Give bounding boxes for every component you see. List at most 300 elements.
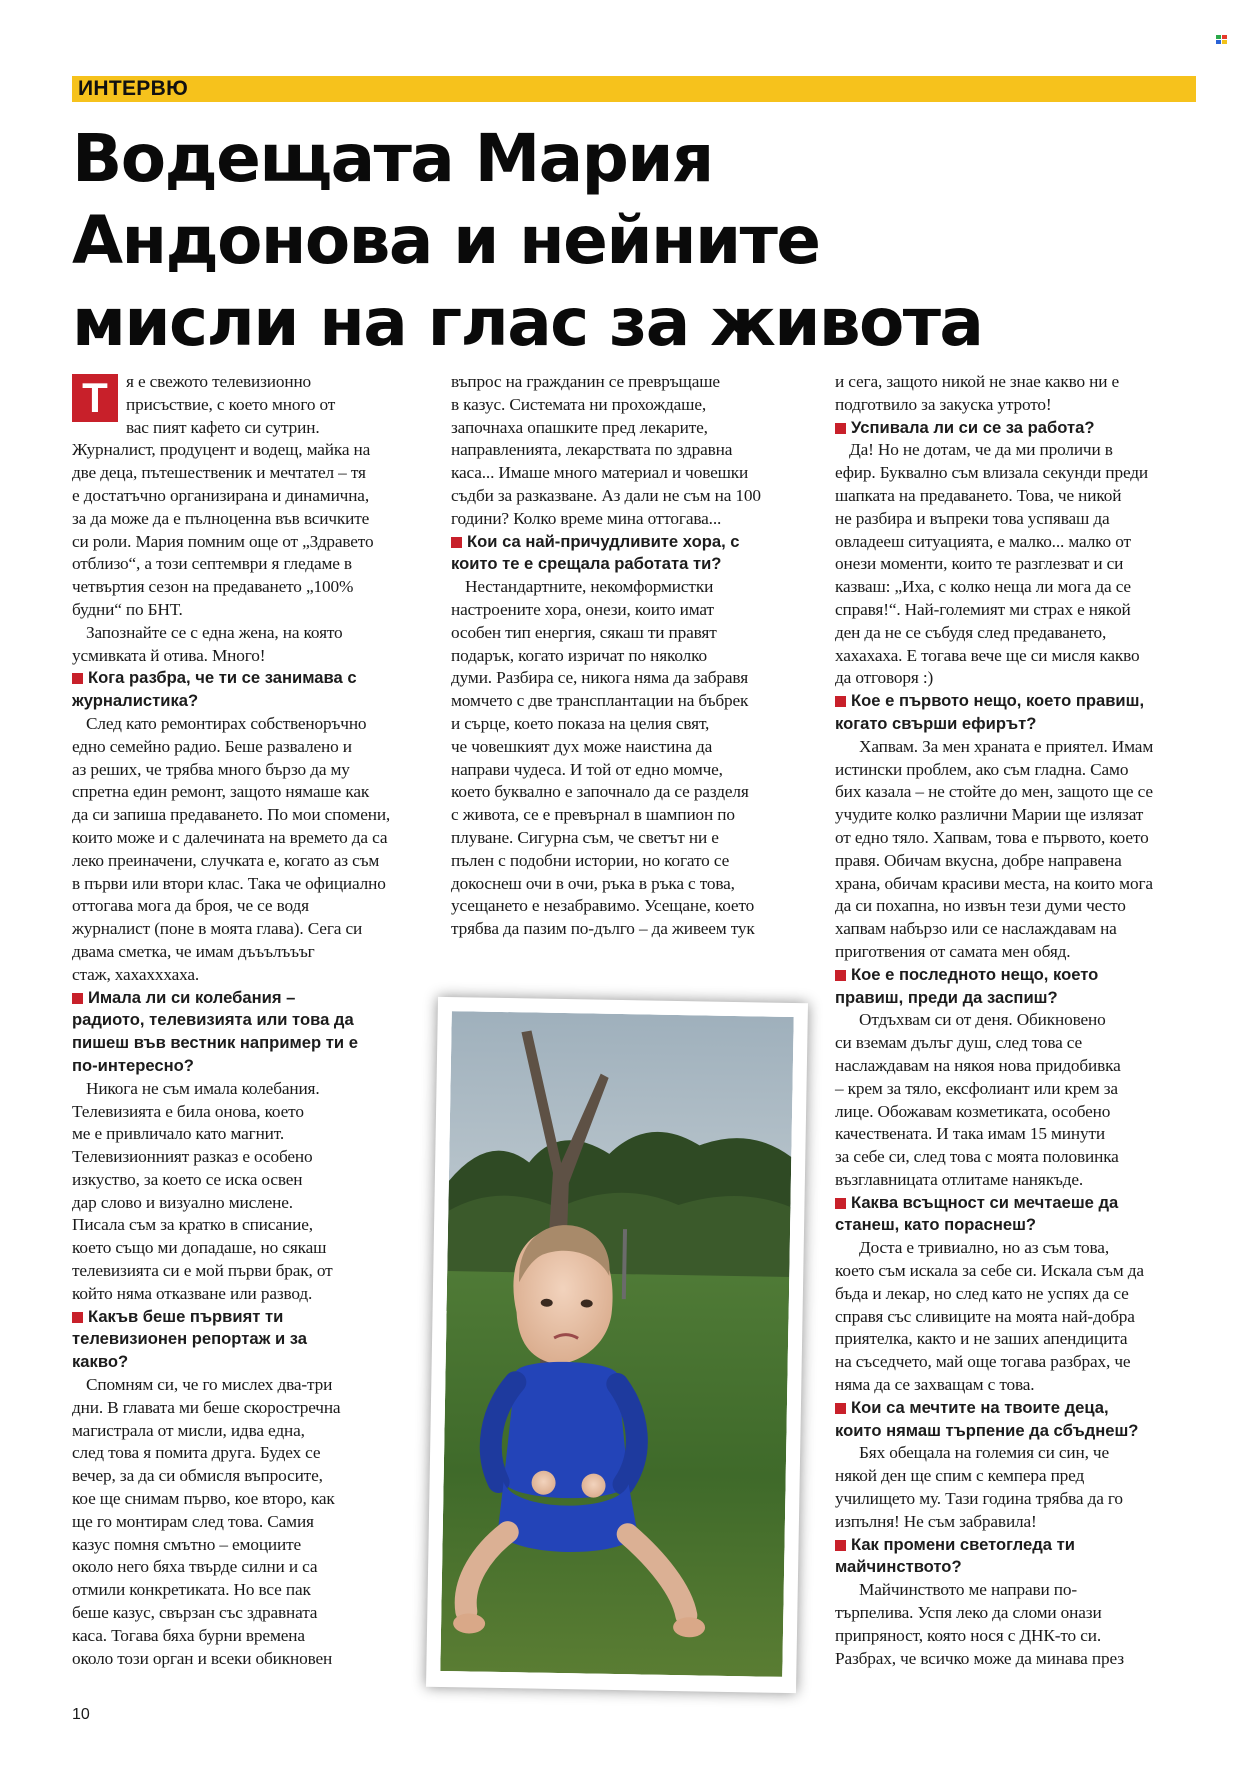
- body-line: [451, 781, 771, 804]
- body-line: [835, 576, 1155, 599]
- body-line: [835, 1625, 1155, 1648]
- question-line: [72, 987, 392, 1010]
- body-line: [72, 873, 392, 896]
- body-line: [72, 417, 392, 440]
- body-line: [72, 1397, 392, 1420]
- line-text: Имала ли си колебания –: [88, 987, 296, 1007]
- line-text: с живота, се е превърнал в шампион по: [451, 805, 735, 825]
- body-line: [451, 850, 771, 873]
- question-line: [835, 1420, 1155, 1443]
- line-text: Кое е последното нещо, което: [851, 964, 1099, 984]
- line-text: когато свърши ефирът?: [835, 713, 1037, 733]
- line-text: ще го монтирам след това. Самия: [72, 1511, 314, 1531]
- line-text: телевизионен репортаж и за: [72, 1329, 308, 1349]
- body-line: [72, 576, 392, 599]
- body-line: [835, 1442, 1155, 1465]
- text-column-3: [835, 371, 1155, 1670]
- line-text: хахахаха. Е тогава вече ще си мисля какво: [835, 645, 1140, 665]
- line-text: вечер, за да си обмисля въпросите,: [72, 1466, 323, 1486]
- line-text: няма да се захващам с това.: [835, 1375, 1035, 1395]
- line-text: двама сметка, че имам дъъълъъъг: [72, 941, 315, 961]
- body-line: [451, 576, 771, 599]
- line-text: лице. Обожавам козметиката, особено: [835, 1101, 1111, 1121]
- body-line: [835, 873, 1155, 896]
- question-marker-icon: [835, 423, 846, 434]
- line-text: подготвило за закуска утрото!: [835, 394, 1052, 414]
- body-line: [835, 1351, 1155, 1374]
- line-text: в казус. Системата ни прохождаше,: [451, 394, 707, 414]
- line-text: които може и с далечината на времето да са: [72, 827, 388, 847]
- line-text: Разбрах, че всичко може да минава през: [835, 1648, 1124, 1668]
- line-text: особен тип енергия, сякаш ти правят: [451, 622, 717, 642]
- body-line: [72, 371, 392, 394]
- line-text: телевизията си е мой първи брак, от: [72, 1261, 333, 1281]
- body-line: [835, 599, 1155, 622]
- body-line: [835, 850, 1155, 873]
- body-line: [451, 827, 771, 850]
- question-line: [835, 987, 1155, 1010]
- body-line: [835, 1488, 1155, 1511]
- question-marker-icon: [835, 970, 846, 981]
- line-text: приготвения от самата мен обяд.: [835, 941, 1071, 961]
- line-text: приятелка, както и не заших апендицита: [835, 1329, 1128, 1349]
- line-text: каса. Тогава бяха бурни времена: [72, 1625, 305, 1645]
- line-text: Запознайте се с една жена, на която: [86, 622, 343, 642]
- question-marker-icon: [72, 1312, 83, 1323]
- line-text: Писала съм за кратко в списание,: [72, 1215, 313, 1235]
- line-text: си вземам дълъг душ, след това се: [835, 1033, 1083, 1053]
- body-line: [451, 804, 771, 827]
- line-text: След като ремонтирах собственоръчно: [86, 713, 367, 733]
- child-photo: [440, 1011, 793, 1677]
- question-line: [835, 1397, 1155, 1420]
- line-text: станеш, като пораснеш?: [835, 1215, 1037, 1235]
- line-text: Никога не съм имала колебания.: [86, 1078, 320, 1098]
- body-line: [72, 645, 392, 668]
- question-line: [72, 690, 392, 713]
- headline-line: Андонова и нейните: [72, 202, 820, 279]
- line-text: будни“ по БНТ.: [72, 599, 183, 619]
- body-line: [835, 371, 1155, 394]
- line-text: които нямаш търпение да сбъднеш?: [835, 1420, 1139, 1440]
- body-line: [72, 1169, 392, 1192]
- line-text: направи чудеса. И той от едно момче,: [451, 759, 723, 779]
- question-line: [72, 1032, 392, 1055]
- body-line: [72, 713, 392, 736]
- line-text: направленията, лекарствата по здравна: [451, 440, 733, 460]
- body-line: [72, 759, 392, 782]
- question-marker-icon: [451, 537, 462, 548]
- body-line: [835, 1169, 1155, 1192]
- body-line: [451, 394, 771, 417]
- question-line: [835, 690, 1155, 713]
- line-text: четвъртия сезон на предаването „100%: [72, 577, 354, 597]
- question-line: [451, 553, 771, 576]
- line-text: от едно тяло. Хапвам, това е първото, което: [835, 827, 1149, 847]
- body-line: [835, 508, 1155, 531]
- article-headline: [72, 118, 1202, 364]
- line-text: какво?: [72, 1352, 129, 1372]
- line-text: Телевизионният разказ е особено: [72, 1147, 313, 1167]
- line-text: хапвам набързо или се наслаждавам на: [835, 919, 1117, 939]
- body-line: [451, 690, 771, 713]
- line-text: подарък, когато изричат по няколко: [451, 645, 707, 665]
- body-line: [835, 1328, 1155, 1351]
- line-text: казваш: „Иха, с колко неща ли мога да се: [835, 577, 1131, 597]
- line-text: онези моменти, които те разглезват и си: [835, 554, 1124, 574]
- line-text: на съседчето, май още тогава разбрах, че: [835, 1352, 1131, 1372]
- line-text: плуване. Сигурна съм, че светът ни е: [451, 827, 719, 847]
- line-text: Нестандартните, некомформистки: [465, 577, 714, 597]
- text-column-1: [72, 371, 392, 1670]
- line-text: си роли. Мария помним още от „Здравето: [72, 531, 374, 551]
- line-text: е достатъчно организирана и динамична,: [72, 485, 370, 505]
- line-text: радиото, телевизията или това да: [72, 1010, 354, 1030]
- body-line: [72, 736, 392, 759]
- body-line: [72, 439, 392, 462]
- body-line: [835, 553, 1155, 576]
- body-line: [835, 941, 1155, 964]
- line-text: трябва да пазим по-дълго – да живеем тук: [451, 919, 755, 939]
- line-text: аз реших, че трябва много бързо да му: [72, 759, 350, 779]
- body-line: [835, 667, 1155, 690]
- line-text: две деца, пътешественик и мечтател – тя: [72, 463, 366, 483]
- line-text: отблизо“, а този септември я гледаме в: [72, 554, 352, 574]
- body-line: [835, 439, 1155, 462]
- body-line: [835, 895, 1155, 918]
- line-text: Бях обещала на големия си син, че: [859, 1443, 1109, 1463]
- dropcap: Т: [72, 374, 118, 422]
- line-text: някой ден ще спим с кемпера пред: [835, 1466, 1085, 1486]
- line-text: Отдъхвам си от деня. Обикновено: [859, 1010, 1106, 1030]
- body-line: [835, 1465, 1155, 1488]
- line-text: не разбира и въпреки това успяваш да: [835, 508, 1110, 528]
- body-line: [451, 759, 771, 782]
- page-number: 10: [72, 1706, 90, 1723]
- question-marker-icon: [835, 1403, 846, 1414]
- question-line: [835, 964, 1155, 987]
- line-text: около него бяха твърде силни и са: [72, 1557, 318, 1577]
- body-line: [72, 1602, 392, 1625]
- body-line: [72, 1420, 392, 1443]
- section-bar: [72, 76, 1196, 102]
- line-text: започнаха опашките пред лекарите,: [451, 417, 708, 437]
- line-text: бих казала – не стойте до мен, защото ще се: [835, 782, 1153, 802]
- body-line: [72, 485, 392, 508]
- question-marker-icon: [835, 1198, 846, 1209]
- line-text: ефир. Буквално съм влизала секунди преди: [835, 463, 1148, 483]
- body-line: [835, 462, 1155, 485]
- body-line: [72, 1488, 392, 1511]
- body-line: [835, 1123, 1155, 1146]
- line-text: ме е привличало като магнит.: [72, 1124, 285, 1144]
- body-line: [72, 827, 392, 850]
- line-text: което буквално е започнало да се разделя: [451, 782, 749, 802]
- body-line: [451, 599, 771, 622]
- body-line: [72, 1465, 392, 1488]
- line-text: шапката на предаването. Това, че никой: [835, 485, 1122, 505]
- line-text: казус помня смътно – емоциите: [72, 1534, 302, 1554]
- line-text: вас пият кафето си сутрин.: [126, 417, 320, 437]
- body-line: [835, 394, 1155, 417]
- question-line: [835, 713, 1155, 736]
- line-text: справя!“. Най-големият ми страх е някой: [835, 599, 1131, 619]
- body-line: [451, 462, 771, 485]
- headline-line: мисли на глас за живота: [72, 284, 983, 361]
- line-text: Журналист, продуцент и водещ, майка на: [72, 440, 371, 460]
- line-text: Телевизията е била онова, което: [72, 1101, 304, 1121]
- line-text: около този орган и всеки обикновен: [72, 1648, 333, 1668]
- line-text: отмили конкретиката. Но все пак: [72, 1580, 311, 1600]
- line-text: каса... Имаше много материал и човешки: [451, 463, 749, 483]
- line-text: припряност, която нося с ДНК-то си.: [835, 1625, 1101, 1645]
- question-line: [72, 1306, 392, 1329]
- text-column-2: [451, 371, 771, 941]
- line-text: присъствие, с което много от: [126, 394, 336, 414]
- body-line: [72, 1214, 392, 1237]
- body-line: [835, 781, 1155, 804]
- line-text: – крем за тяло, ексфолиант или крем за: [835, 1078, 1118, 1098]
- line-text: едно семейно радио. Беше развалено и: [72, 736, 352, 756]
- question-line: [451, 531, 771, 554]
- line-text: да си запиша предаването. По мои спомени,: [72, 805, 391, 825]
- line-text: Да! Но не дотам, че да ми проличи в: [849, 440, 1113, 460]
- line-text: момчето с две трансплантации на бъбрек: [451, 691, 749, 711]
- line-text: стаж, хахахххаха.: [72, 964, 200, 984]
- body-line: [835, 759, 1155, 782]
- body-line: [835, 1374, 1155, 1397]
- line-text: храна, обичам красиви места, на които мога: [835, 873, 1153, 893]
- body-line: [72, 941, 392, 964]
- question-marker-icon: [835, 696, 846, 707]
- line-text: журналистика?: [72, 691, 199, 711]
- section-label: ИНТЕРВЮ: [78, 77, 189, 100]
- body-line: [835, 531, 1155, 554]
- body-line: [835, 804, 1155, 827]
- body-line: [72, 1374, 392, 1397]
- body-line: [72, 531, 392, 554]
- body-line: [835, 622, 1155, 645]
- line-text: Успивала ли си се за работа?: [851, 417, 1095, 437]
- line-text: и сега, защото никой не знае какво ни е: [835, 372, 1120, 391]
- line-text: учудите колко различни Марии ще излязат: [835, 805, 1144, 825]
- body-line: [451, 873, 771, 896]
- body-line: [72, 1625, 392, 1648]
- line-text: Доста е тривиално, но аз съм това,: [859, 1238, 1109, 1258]
- body-line: [835, 1260, 1155, 1283]
- body-line: [72, 1101, 392, 1124]
- line-text: Кои са мечтите на твоите деца,: [851, 1397, 1109, 1417]
- body-line: [835, 1306, 1155, 1329]
- body-line: [72, 1123, 392, 1146]
- line-text: дни. В главата ми беше скоростречна: [72, 1397, 341, 1417]
- line-text: бъда и лекар, но след като не успях да се: [835, 1283, 1129, 1303]
- line-text: Каква всъщност си мечтаеше да: [851, 1192, 1119, 1212]
- body-line: [835, 1078, 1155, 1101]
- line-text: овладееш ситуацията, е малко... малко от: [835, 531, 1131, 551]
- body-line: [72, 850, 392, 873]
- line-text: Кога разбра, че ти се занимава с: [88, 668, 357, 688]
- question-line: [72, 667, 392, 690]
- body-line: [835, 1146, 1155, 1169]
- body-line: [451, 485, 771, 508]
- body-line: [835, 1648, 1155, 1671]
- body-line: [451, 918, 771, 941]
- body-line: [835, 918, 1155, 941]
- line-text: я е свежото телевизионно: [126, 372, 312, 391]
- body-line: [72, 1579, 392, 1602]
- body-line: [451, 371, 771, 394]
- body-line: [835, 1032, 1155, 1055]
- question-line: [835, 1214, 1155, 1237]
- body-line: [72, 508, 392, 531]
- color-mark-icon: [1216, 35, 1228, 45]
- body-line: [451, 895, 771, 918]
- line-text: да си похапна, но извън тези думи често: [835, 896, 1126, 916]
- body-line: [72, 964, 392, 987]
- line-text: които те е срещала работата ти?: [451, 554, 722, 574]
- body-line: [835, 1101, 1155, 1124]
- line-text: в първи или втори клас. Така че официално: [72, 873, 386, 893]
- body-line: [835, 827, 1155, 850]
- line-text: настроените хора, онези, които имат: [451, 599, 714, 619]
- line-text: майчинството?: [835, 1557, 962, 1577]
- body-line: [72, 599, 392, 622]
- line-text: след това я помита друга. Будех се: [72, 1443, 321, 1463]
- body-line: [72, 1283, 392, 1306]
- body-line: [451, 417, 771, 440]
- line-text: че човешкият дух може наистина да: [451, 736, 713, 756]
- line-text: пълен с подобни истории, но когато се: [451, 850, 730, 870]
- body-line: [72, 895, 392, 918]
- body-line: [451, 667, 771, 690]
- body-line: [72, 781, 392, 804]
- line-text: изпълня! Не съм забравила!: [835, 1511, 1037, 1531]
- body-line: [451, 622, 771, 645]
- line-text: Как промени светогледа ти: [851, 1534, 1075, 1554]
- line-text: беше казус, свързан със здравната: [72, 1603, 318, 1623]
- line-text: правя. Обичам вкусна, добре направена: [835, 850, 1122, 870]
- question-line: [72, 1009, 392, 1032]
- line-text: Кое е първото нещо, което правиш,: [851, 691, 1145, 711]
- body-line: [451, 439, 771, 462]
- question-line: [835, 1192, 1155, 1215]
- body-line: [72, 1146, 392, 1169]
- body-line: [835, 645, 1155, 668]
- line-text: по-интересно?: [72, 1055, 194, 1075]
- headline-line: Водещата Мария: [72, 120, 713, 197]
- line-text: истински проблем, ако съм гладна. Само: [835, 759, 1129, 779]
- line-text: думи. Разбира се, никога няма да забравя: [451, 668, 749, 688]
- line-text: дар слово и визуално мислене.: [72, 1192, 293, 1212]
- line-text: съдби за разказване. Аз дали не съм на 100: [451, 485, 761, 505]
- line-text: журналист (поне в моята глава). Сега си: [72, 919, 363, 939]
- photo-frame: [426, 997, 808, 1693]
- question-marker-icon: [72, 673, 83, 684]
- line-text: търпелива. Успя леко да сломи онази: [835, 1603, 1102, 1623]
- line-text: Хапвам. За мен храната е приятел. Имам: [859, 736, 1154, 756]
- question-line: [72, 1055, 392, 1078]
- body-line: [72, 553, 392, 576]
- line-text: оттогава мога да броя, че се водя: [72, 896, 309, 916]
- line-text: спретна един ремонт, защото нямаше как: [72, 782, 370, 802]
- body-line: [835, 736, 1155, 759]
- line-text: магистрала от мисли, идва една,: [72, 1420, 305, 1440]
- body-line: [72, 1192, 392, 1215]
- line-text: и сърце, което показа на целия свят,: [451, 713, 710, 733]
- body-line: [72, 804, 392, 827]
- line-text: наслаждавам на някоя нова придобивка: [835, 1055, 1121, 1075]
- line-text: Какъв беше първият ти: [88, 1306, 284, 1326]
- question-line: [835, 1534, 1155, 1557]
- question-line: [72, 1351, 392, 1374]
- body-line: [835, 1009, 1155, 1032]
- body-line: [835, 1055, 1155, 1078]
- line-text: което съм искала за себе си. Искала съм да: [835, 1261, 1144, 1281]
- body-line: [72, 1648, 392, 1671]
- body-line: [72, 1260, 392, 1283]
- line-text: леко преиначени, случката е, когато аз съм: [72, 850, 380, 870]
- line-text: за да може да е пълноценна във всичките: [72, 508, 370, 528]
- question-marker-icon: [835, 1540, 846, 1551]
- line-text: което също ми допадаше, но сякаш: [72, 1238, 327, 1258]
- body-line: [72, 1442, 392, 1465]
- body-line: [451, 645, 771, 668]
- body-line: [72, 1237, 392, 1260]
- body-line: [72, 622, 392, 645]
- body-line: [835, 1237, 1155, 1260]
- line-text: който няма отказване или развод.: [72, 1283, 313, 1303]
- line-text: правиш, преди да заспиш?: [835, 987, 1058, 1007]
- body-line: [451, 508, 771, 531]
- line-text: години? Колко време мина оттогава...: [451, 508, 722, 528]
- line-text: да отговоря :): [835, 668, 934, 688]
- body-line: [835, 485, 1155, 508]
- line-text: докоснеш очи в очи, ръка в ръка с това,: [451, 873, 735, 893]
- body-line: [451, 736, 771, 759]
- line-text: кое ще снимам първо, кое второ, как: [72, 1489, 335, 1509]
- body-line: [835, 1511, 1155, 1534]
- body-line: [72, 1556, 392, 1579]
- body-line: [72, 1534, 392, 1557]
- body-line: [72, 462, 392, 485]
- line-text: училището му. Тази година трябва да го: [835, 1489, 1123, 1509]
- line-text: за себе си, след това с моята половинка: [835, 1147, 1119, 1167]
- body-line: [835, 1602, 1155, 1625]
- question-marker-icon: [72, 993, 83, 1004]
- body-line: [72, 1078, 392, 1101]
- line-text: Спомням си, че го мислех два-три: [86, 1375, 333, 1395]
- line-text: качествената. И така имам 15 минути: [835, 1124, 1105, 1144]
- body-line: [72, 918, 392, 941]
- line-text: ден да не се събудя след предаването,: [835, 622, 1107, 642]
- body-line: [835, 1283, 1155, 1306]
- body-line: [835, 1579, 1155, 1602]
- line-text: възглавницата отлитаме нанякъде.: [835, 1169, 1084, 1189]
- question-line: [835, 417, 1155, 440]
- body-line: [72, 1511, 392, 1534]
- line-text: Майчинството ме направи по-: [859, 1580, 1077, 1600]
- question-line: [72, 1328, 392, 1351]
- line-text: изкуство, за което се иска освен: [72, 1169, 303, 1189]
- line-text: справя със сливиците на моята най-добра: [835, 1306, 1135, 1326]
- line-text: усещането е незабравимо. Усещане, което: [451, 896, 755, 916]
- question-line: [835, 1556, 1155, 1579]
- body-line: [451, 713, 771, 736]
- line-text: пишеш във вестник например ти е: [72, 1033, 358, 1053]
- line-text: усмивката й отива. Много!: [72, 645, 266, 665]
- body-line: [72, 394, 392, 417]
